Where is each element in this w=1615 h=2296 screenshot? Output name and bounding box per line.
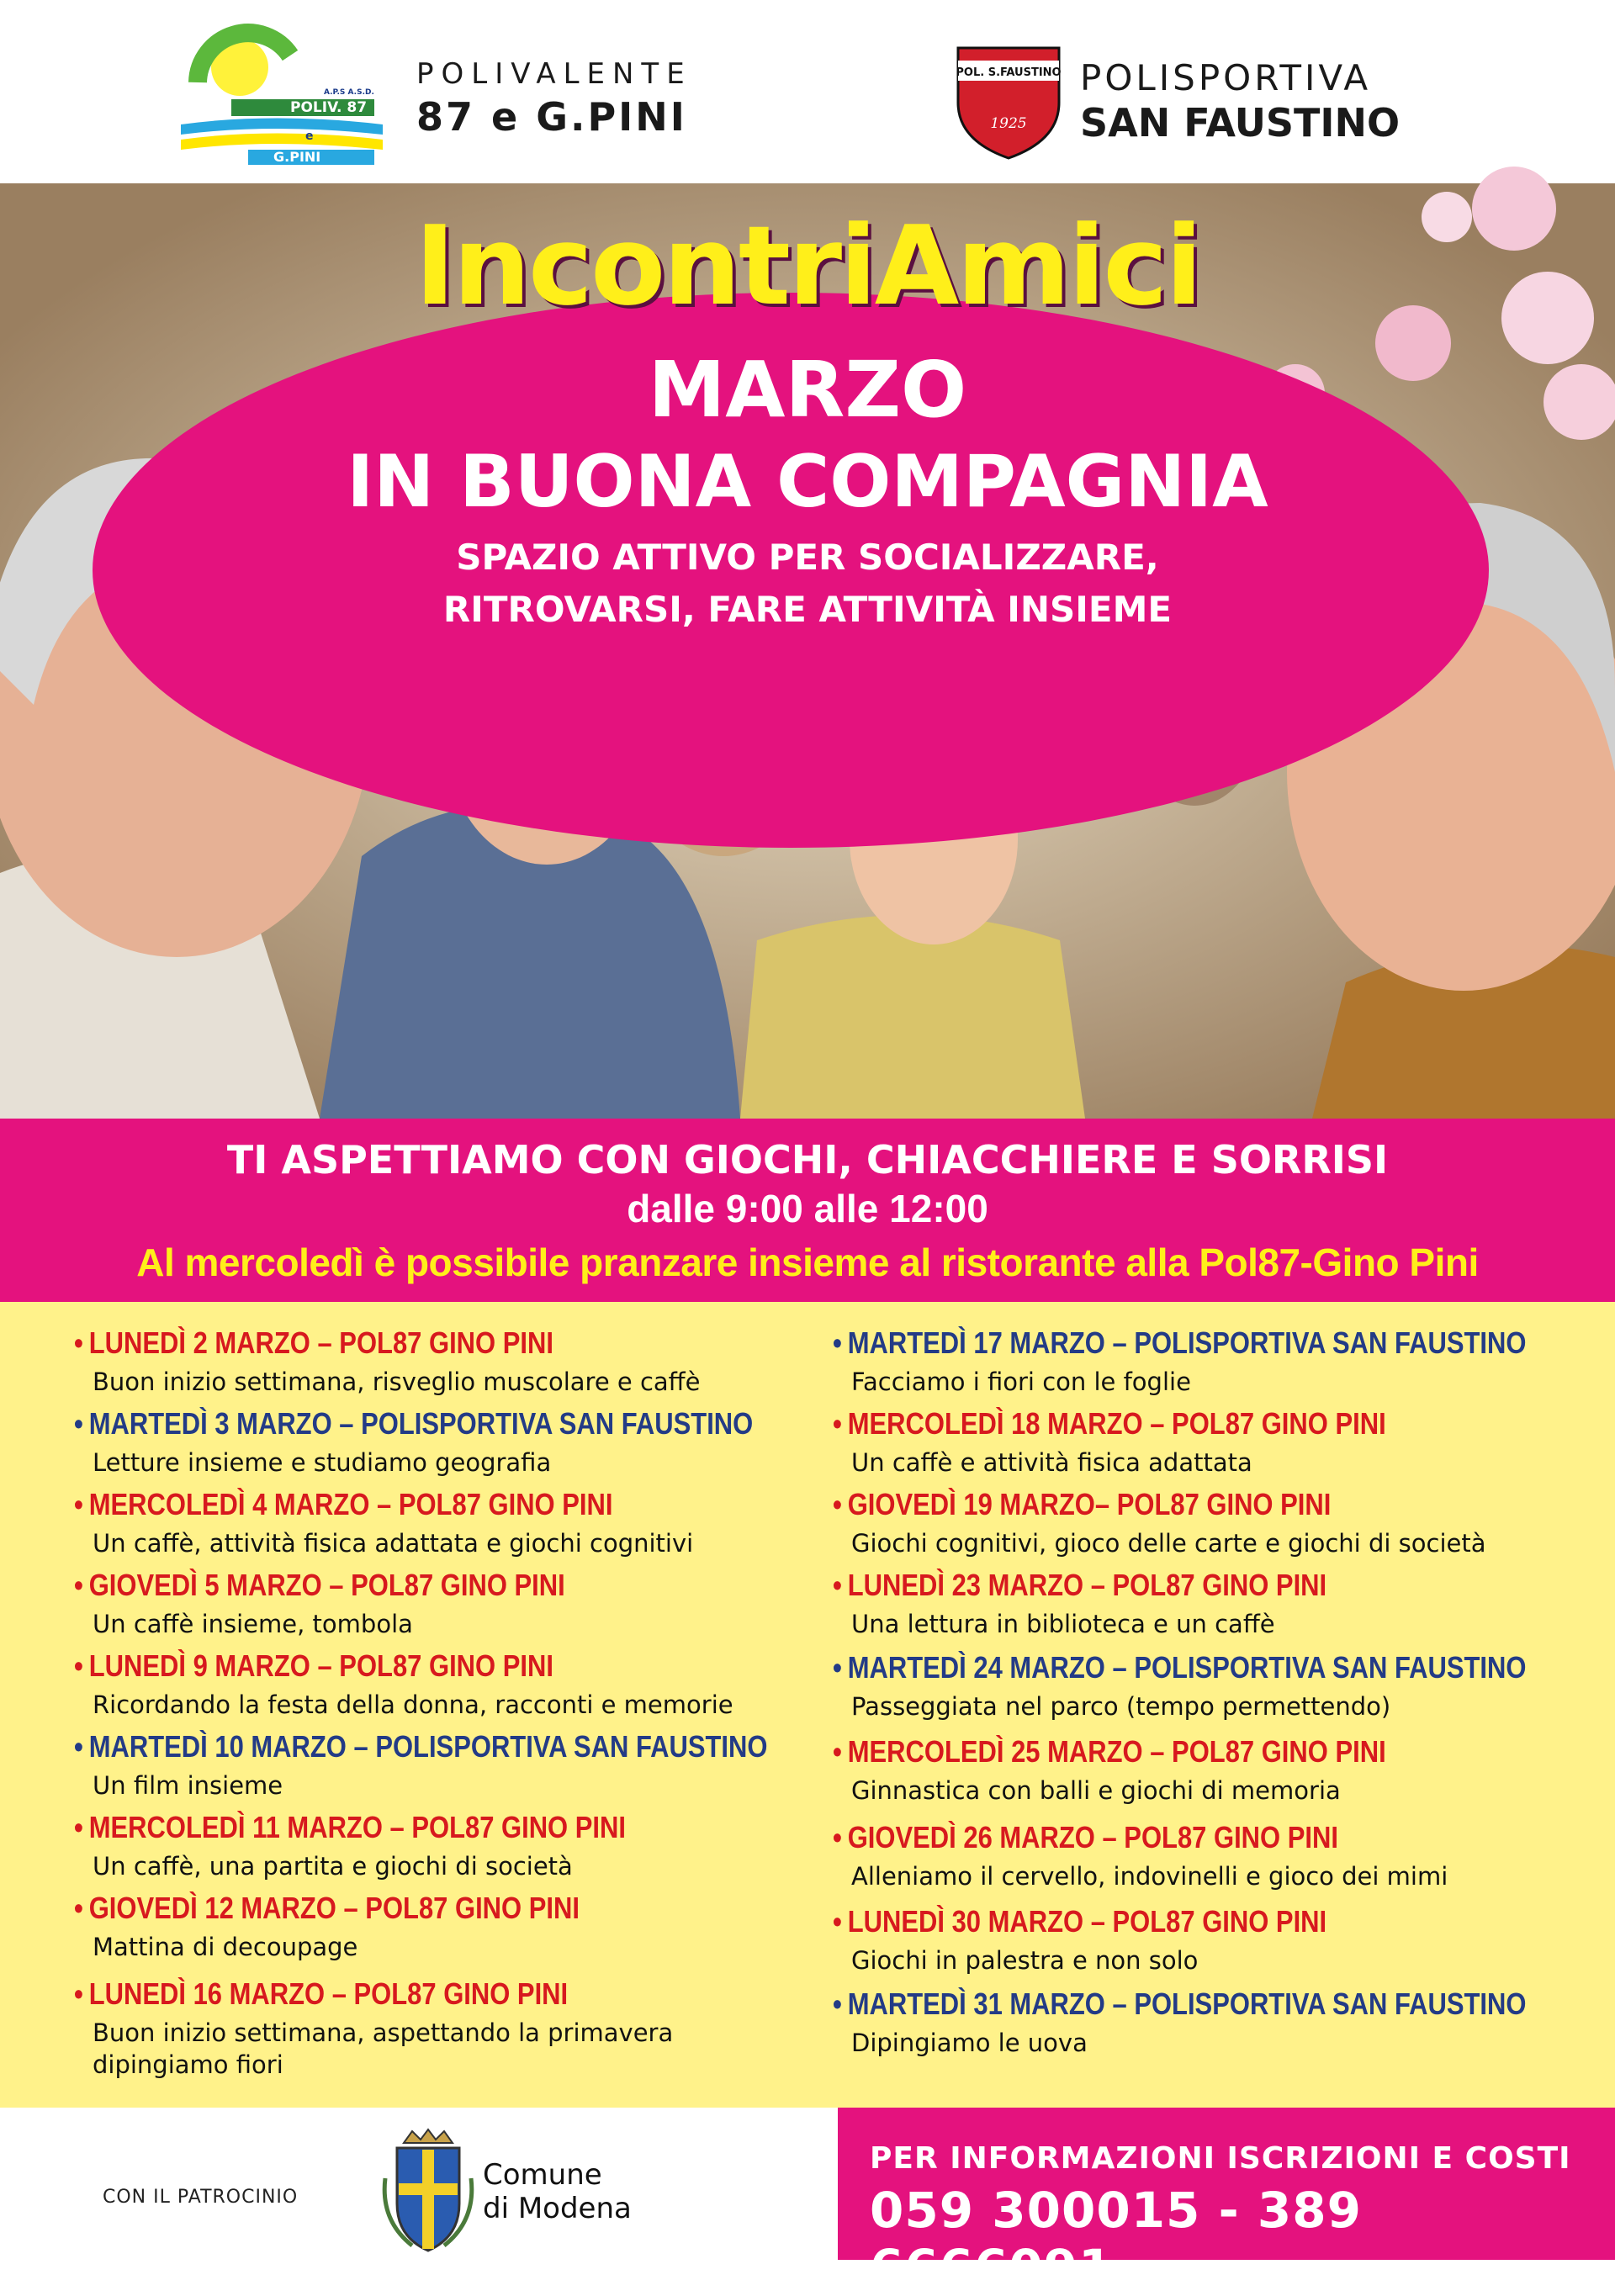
- schedule-entry: [74, 1891, 814, 1963]
- description-line2: RITROVARSI, FARE ATTIVITÀ INSIEME: [442, 589, 1173, 630]
- comune-line2: di Modena: [483, 2192, 632, 2225]
- schedule-entry: [833, 1406, 1598, 1479]
- entry-description: Un caffè, attività fisica adattata e giochi cognitivi: [93, 1529, 694, 1558]
- schedule-entry: [833, 1325, 1598, 1398]
- entry-description: Giochi in palestra e non solo: [851, 1946, 1199, 1975]
- entry-description: Alleniamo il cervello, indovinelli e gioco dei mimi: [851, 1862, 1448, 1891]
- entry-heading: • LUNEDÌ 30 MARZO – POL87 GINO PINI: [833, 1904, 1327, 1939]
- info-band: [0, 1119, 1615, 1302]
- schedule-entry: [74, 1729, 814, 1801]
- entry-description: Giochi cognitivi, gioco delle carte e giochi di società: [851, 1529, 1486, 1558]
- entry-description: Letture insieme e studiamo geografia: [93, 1448, 552, 1477]
- schedule-entry: [833, 1904, 1598, 1976]
- schedule-entry: [833, 1987, 1598, 2059]
- entry-heading: • MERCOLEDÌ 4 MARZO – POL87 GINO PINI: [74, 1487, 613, 1521]
- entry-description: Un caffè e attività fisica adattata: [851, 1448, 1252, 1477]
- comune-line1: Comune: [483, 2158, 602, 2192]
- entry-heading: • MARTEDÌ 31 MARZO – POLISPORTIVA SAN FAUSTINO: [833, 1987, 1527, 2021]
- modena-coat-of-arms-icon: [379, 2128, 478, 2254]
- schedule-entry: [74, 1406, 814, 1479]
- schedule: [0, 1302, 1615, 2108]
- band-hours: dalle 9:00 alle 12:00: [627, 1187, 988, 1230]
- logo-tag: A.P.S A.S.D.: [324, 88, 374, 97]
- schedule-entry: [74, 1648, 814, 1721]
- entry-heading: • MARTEDÌ 10 MARZO – POLISPORTIVA SAN FAUSTINO: [74, 1729, 768, 1764]
- entry-description: Buon inizio settimana, risveglio muscolare e caffè: [93, 1368, 701, 1396]
- entry-heading: • GIOVEDÌ 26 MARZO – POL87 GINO PINI: [833, 1820, 1338, 1854]
- entry-description: Un caffè insieme, tombola: [93, 1610, 413, 1638]
- entry-heading: • LUNEDÌ 16 MARZO – POL87 GINO PINI: [74, 1976, 569, 2011]
- logo-line2: e: [305, 130, 314, 143]
- entry-heading: • MARTEDÌ 17 MARZO – POLISPORTIVA SAN FAUSTINO: [833, 1325, 1527, 1360]
- entry-description: Facciamo i fiori con le foglie: [851, 1368, 1191, 1396]
- entry-description: Buon inizio settimana, aspettando la primavera: [93, 2018, 674, 2047]
- comune-name: [483, 2158, 632, 2225]
- entry-description-cont: dipingiamo fiori: [93, 2050, 283, 2079]
- entry-description: Dipingiamo le uova: [851, 2029, 1088, 2057]
- hero-photo: [0, 183, 1615, 1119]
- shield-year: 1925: [990, 115, 1027, 132]
- schedule-entry: [74, 1325, 814, 1398]
- right-org-line1: POLISPORTIVA: [1080, 57, 1372, 98]
- footer: [0, 2108, 1615, 2296]
- shield-band: POL. S.FAUSTINO: [956, 66, 1062, 79]
- contact-box: [838, 2108, 1615, 2296]
- right-org-name: [1080, 57, 1400, 145]
- logo-line3: G.PINI: [273, 149, 321, 165]
- schedule-entry: [833, 1734, 1598, 1807]
- san-faustino-shield-logo: [954, 44, 1063, 161]
- subtitle: IN BUONA COMPAGNIA: [347, 440, 1268, 524]
- header: [0, 0, 1615, 183]
- entry-heading: • GIOVEDÌ 5 MARZO – POL87 GINO PINI: [74, 1568, 565, 1602]
- schedule-entry: [74, 1810, 814, 1882]
- schedule-entry: [833, 1650, 1598, 1722]
- entry-heading: • MERCOLEDÌ 18 MARZO – POL87 GINO PINI: [833, 1406, 1386, 1441]
- schedule-entry: [74, 1976, 814, 2081]
- left-org-name: [416, 57, 692, 140]
- left-org-line2: 87 e G.PINI: [416, 94, 687, 140]
- event-title: IncontriAmici: [415, 202, 1200, 330]
- entry-heading: • MARTEDÌ 24 MARZO – POLISPORTIVA SAN FAUSTINO: [833, 1650, 1527, 1685]
- left-org-line1: POLIVALENTE: [416, 57, 692, 91]
- entry-description: Un film insieme: [93, 1771, 283, 1800]
- entry-heading: • LUNEDÌ 9 MARZO – POL87 GINO PINI: [74, 1648, 553, 1683]
- schedule-entry: [833, 1820, 1598, 1892]
- contact-label: PER INFORMAZIONI ISCRIZIONI E COSTI: [870, 2141, 1571, 2176]
- entry-heading: • GIOVEDÌ 12 MARZO – POL87 GINO PINI: [74, 1891, 580, 1925]
- band-line1: TI ASPETTIAMO CON GIOCHI, CHIACCHIERE E SORRISI: [226, 1137, 1389, 1182]
- entry-description: Ginnastica con balli e giochi di memoria: [851, 1776, 1341, 1805]
- schedule-entry: [74, 1487, 814, 1559]
- entry-description: Una lettura in biblioteca e un caffè: [851, 1610, 1275, 1638]
- entry-heading: • MERCOLEDÌ 11 MARZO – POL87 GINO PINI: [74, 1810, 626, 1844]
- polivalente-logo: [172, 32, 400, 167]
- phone-numbers[interactable]: 059 300015 - 389 6666091: [870, 2182, 1362, 2296]
- entry-description: Ricordando la festa della donna, racconti e memorie: [93, 1690, 733, 1719]
- entry-description: Un caffè, una partita e giochi di società: [93, 1852, 573, 1881]
- right-org-line2: SAN FAUSTINO: [1080, 100, 1401, 145]
- entry-heading: • LUNEDÌ 23 MARZO – POL87 GINO PINI: [833, 1568, 1327, 1602]
- schedule-entry: [833, 1568, 1598, 1640]
- entry-heading: • MARTEDÌ 3 MARZO – POLISPORTIVA SAN FAUSTINO: [74, 1406, 754, 1441]
- patronage-label: CON IL PATROCINIO: [103, 2187, 299, 2208]
- schedule-entry: [833, 1487, 1598, 1559]
- entry-heading: • GIOVEDÌ 19 MARZO– POL87 GINO PINI: [833, 1487, 1332, 1521]
- month-title: MARZO: [648, 345, 967, 435]
- logo-line1: POLIV. 87: [290, 99, 368, 116]
- band-lunch-note: Al mercoledì è possibile pranzare insieme al ristorante alla Pol87-Gino Pini: [136, 1241, 1479, 1284]
- description-line1: SPAZIO ATTIVO PER SOCIALIZZARE,: [456, 537, 1159, 578]
- entry-heading: • MERCOLEDÌ 25 MARZO – POL87 GINO PINI: [833, 1734, 1386, 1769]
- entry-description: Passeggiata nel parco (tempo permettendo): [851, 1692, 1391, 1721]
- schedule-entry: [74, 1568, 814, 1640]
- entry-description: Mattina di decoupage: [93, 1933, 358, 1961]
- entry-heading: • LUNEDÌ 2 MARZO – POL87 GINO PINI: [74, 1325, 553, 1360]
